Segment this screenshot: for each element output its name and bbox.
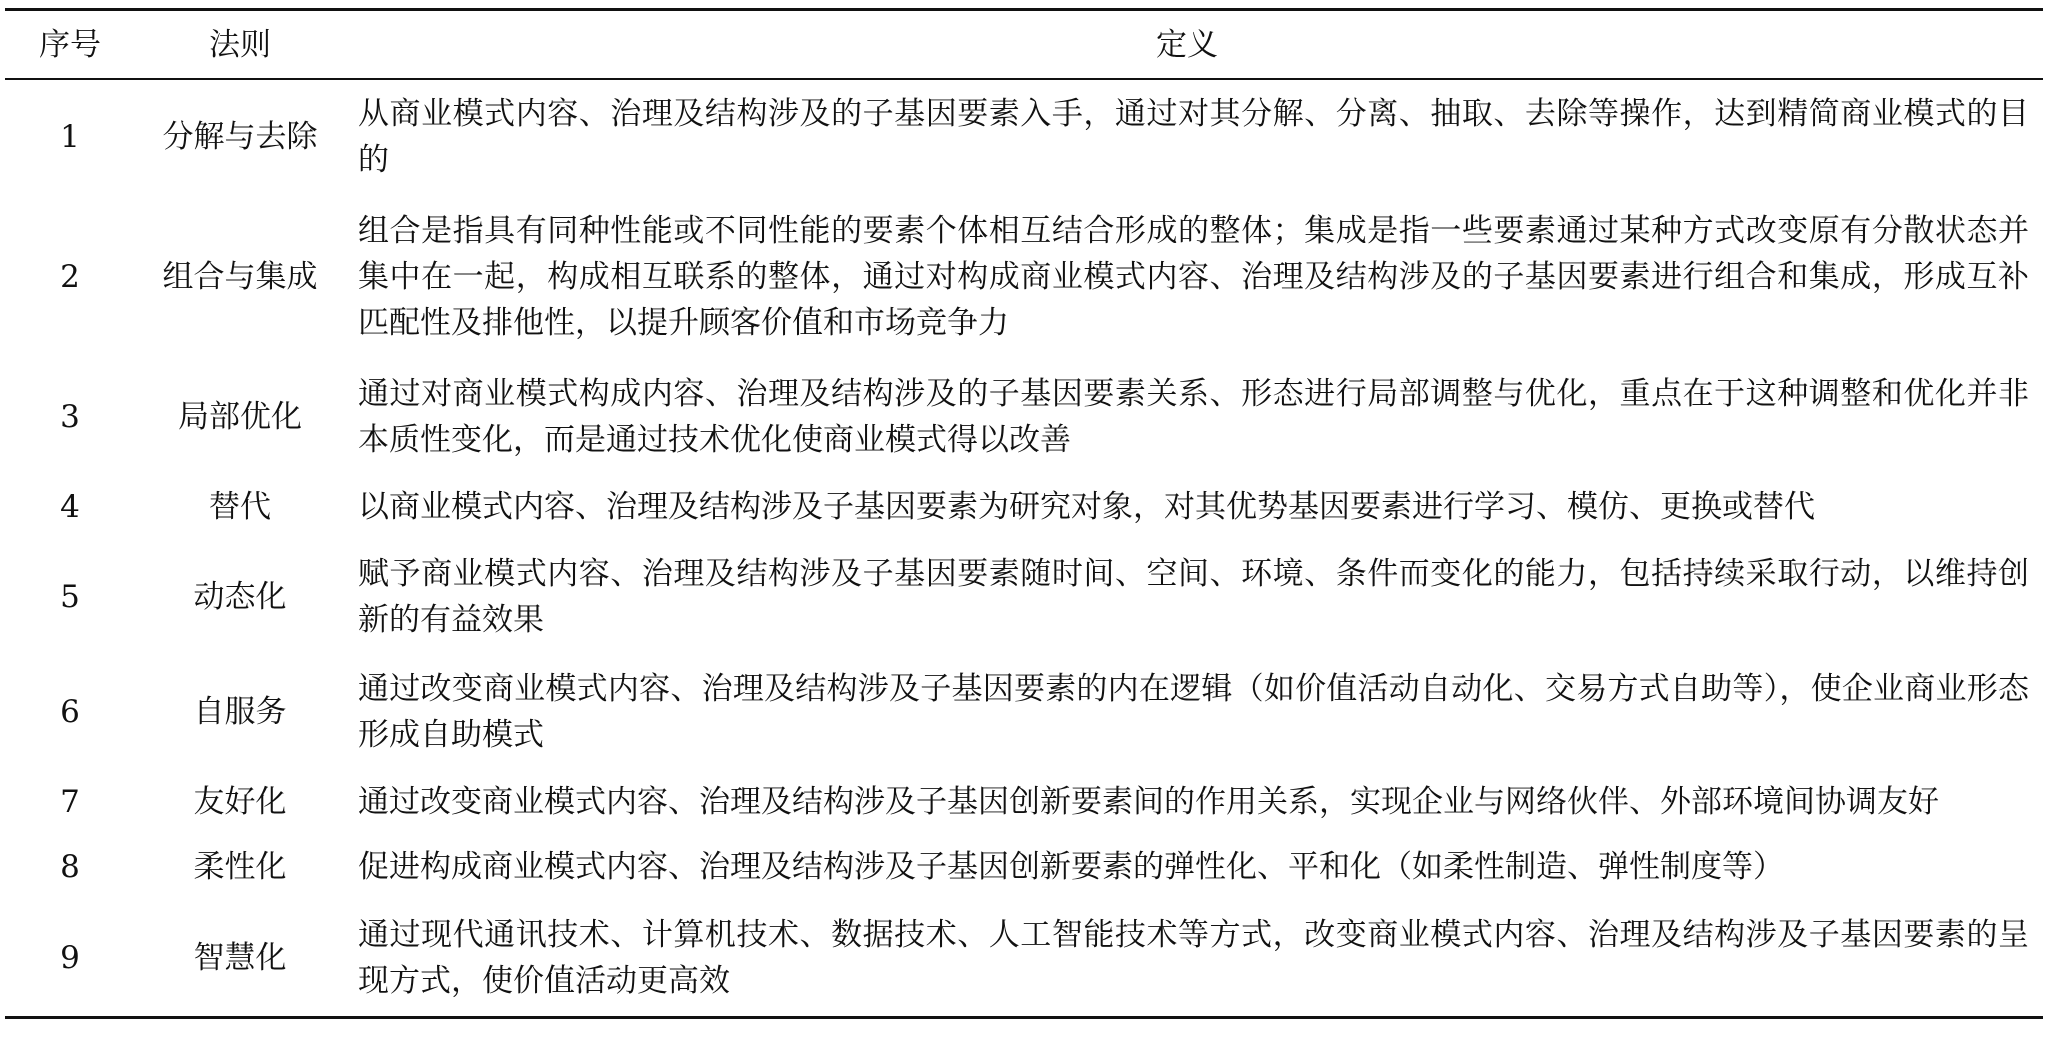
row-no: 7 [60, 784, 80, 820]
row-definition: 通过现代通讯技术、计算机技术、数据技术、人工智能技术等方式，改变商业模式内容、治理及结构涉及子基因要素的呈现方式，使价值活动更高效 [358, 916, 2029, 999]
table-row [5, 195, 2043, 360]
table-row [5, 835, 2043, 900]
row-no: 4 [60, 489, 80, 525]
row-name: 替代 [209, 489, 271, 525]
row-no: 2 [60, 259, 80, 295]
row-no: 9 [60, 939, 80, 976]
table-row [5, 360, 2043, 475]
table-row [5, 655, 2043, 770]
table-row [5, 770, 2043, 835]
table-body [5, 80, 2043, 1016]
rules-table [5, 8, 2043, 1019]
row-definition: 从商业模式内容、治理及结构涉及的子基因要素入手，通过对其分解、分离、抽取、去除等操作，达到精简商业模式的目的 [358, 96, 2029, 178]
row-definition: 通过改变商业模式内容、治理及结构涉及子基因创新要素间的作用关系，实现企业与网络伙伴、外部环境间协调友好 [358, 784, 1939, 820]
row-definition: 组合是指具有同种性能或不同性能的要素个体相互结合形成的整体；集成是指一些要素通过某种方式改变原有分散状态并集中在一起，构成相互联系的整体，通过对构成商业模式内容、治理及结构涉及的子基因要素进行组合和集成，形成互补匹配性及排他性，以提升顾客价值和市场竞争力 [358, 213, 2029, 341]
header-no: 序号 [39, 26, 101, 63]
row-definition: 以商业模式内容、治理及结构涉及子基因要素为研究对象，对其优势基因要素进行学习、模仿、更换或替代 [358, 489, 1815, 525]
table-row [5, 80, 2043, 195]
row-definition: 赋予商业模式内容、治理及结构涉及子基因要素随时间、空间、环境、条件而变化的能力，包括持续采取行动，以维持创新的有益效果 [358, 556, 2029, 638]
row-definition: 通过对商业模式构成内容、治理及结构涉及的子基因要素关系、形态进行局部调整与优化，重点在于这种调整和优化并非本质性变化，而是通过技术优化使商业模式得以改善 [358, 376, 2029, 458]
table-header-row [5, 11, 2043, 78]
table-row [5, 475, 2043, 540]
row-no: 3 [60, 399, 80, 435]
row-no: 1 [60, 119, 80, 155]
header-name: 法则 [209, 26, 271, 63]
header-definition: 定义 [1156, 26, 1218, 63]
row-definition: 通过改变商业模式内容、治理及结构涉及子基因要素的内在逻辑（如价值活动自动化、交易方式自助等），使企业商业形态形成自助模式 [358, 671, 2029, 753]
row-definition: 促进构成商业模式内容、治理及结构涉及子基因创新要素的弹性化、平和化（如柔性制造、弹性制度等） [358, 849, 1784, 885]
table-row [5, 900, 2043, 1016]
row-no: 8 [60, 849, 80, 885]
row-name: 自服务 [193, 694, 287, 730]
row-name: 柔性化 [193, 849, 287, 885]
table-bottom-rule [5, 1016, 2043, 1019]
row-name: 友好化 [193, 784, 287, 820]
row-no: 5 [60, 579, 80, 615]
table-row [5, 540, 2043, 655]
row-no: 6 [60, 694, 80, 730]
row-name: 智慧化 [193, 939, 287, 976]
row-name: 分解与去除 [162, 119, 318, 155]
row-name: 组合与集成 [162, 259, 318, 295]
row-name: 动态化 [193, 579, 287, 615]
row-name: 局部优化 [178, 399, 302, 435]
